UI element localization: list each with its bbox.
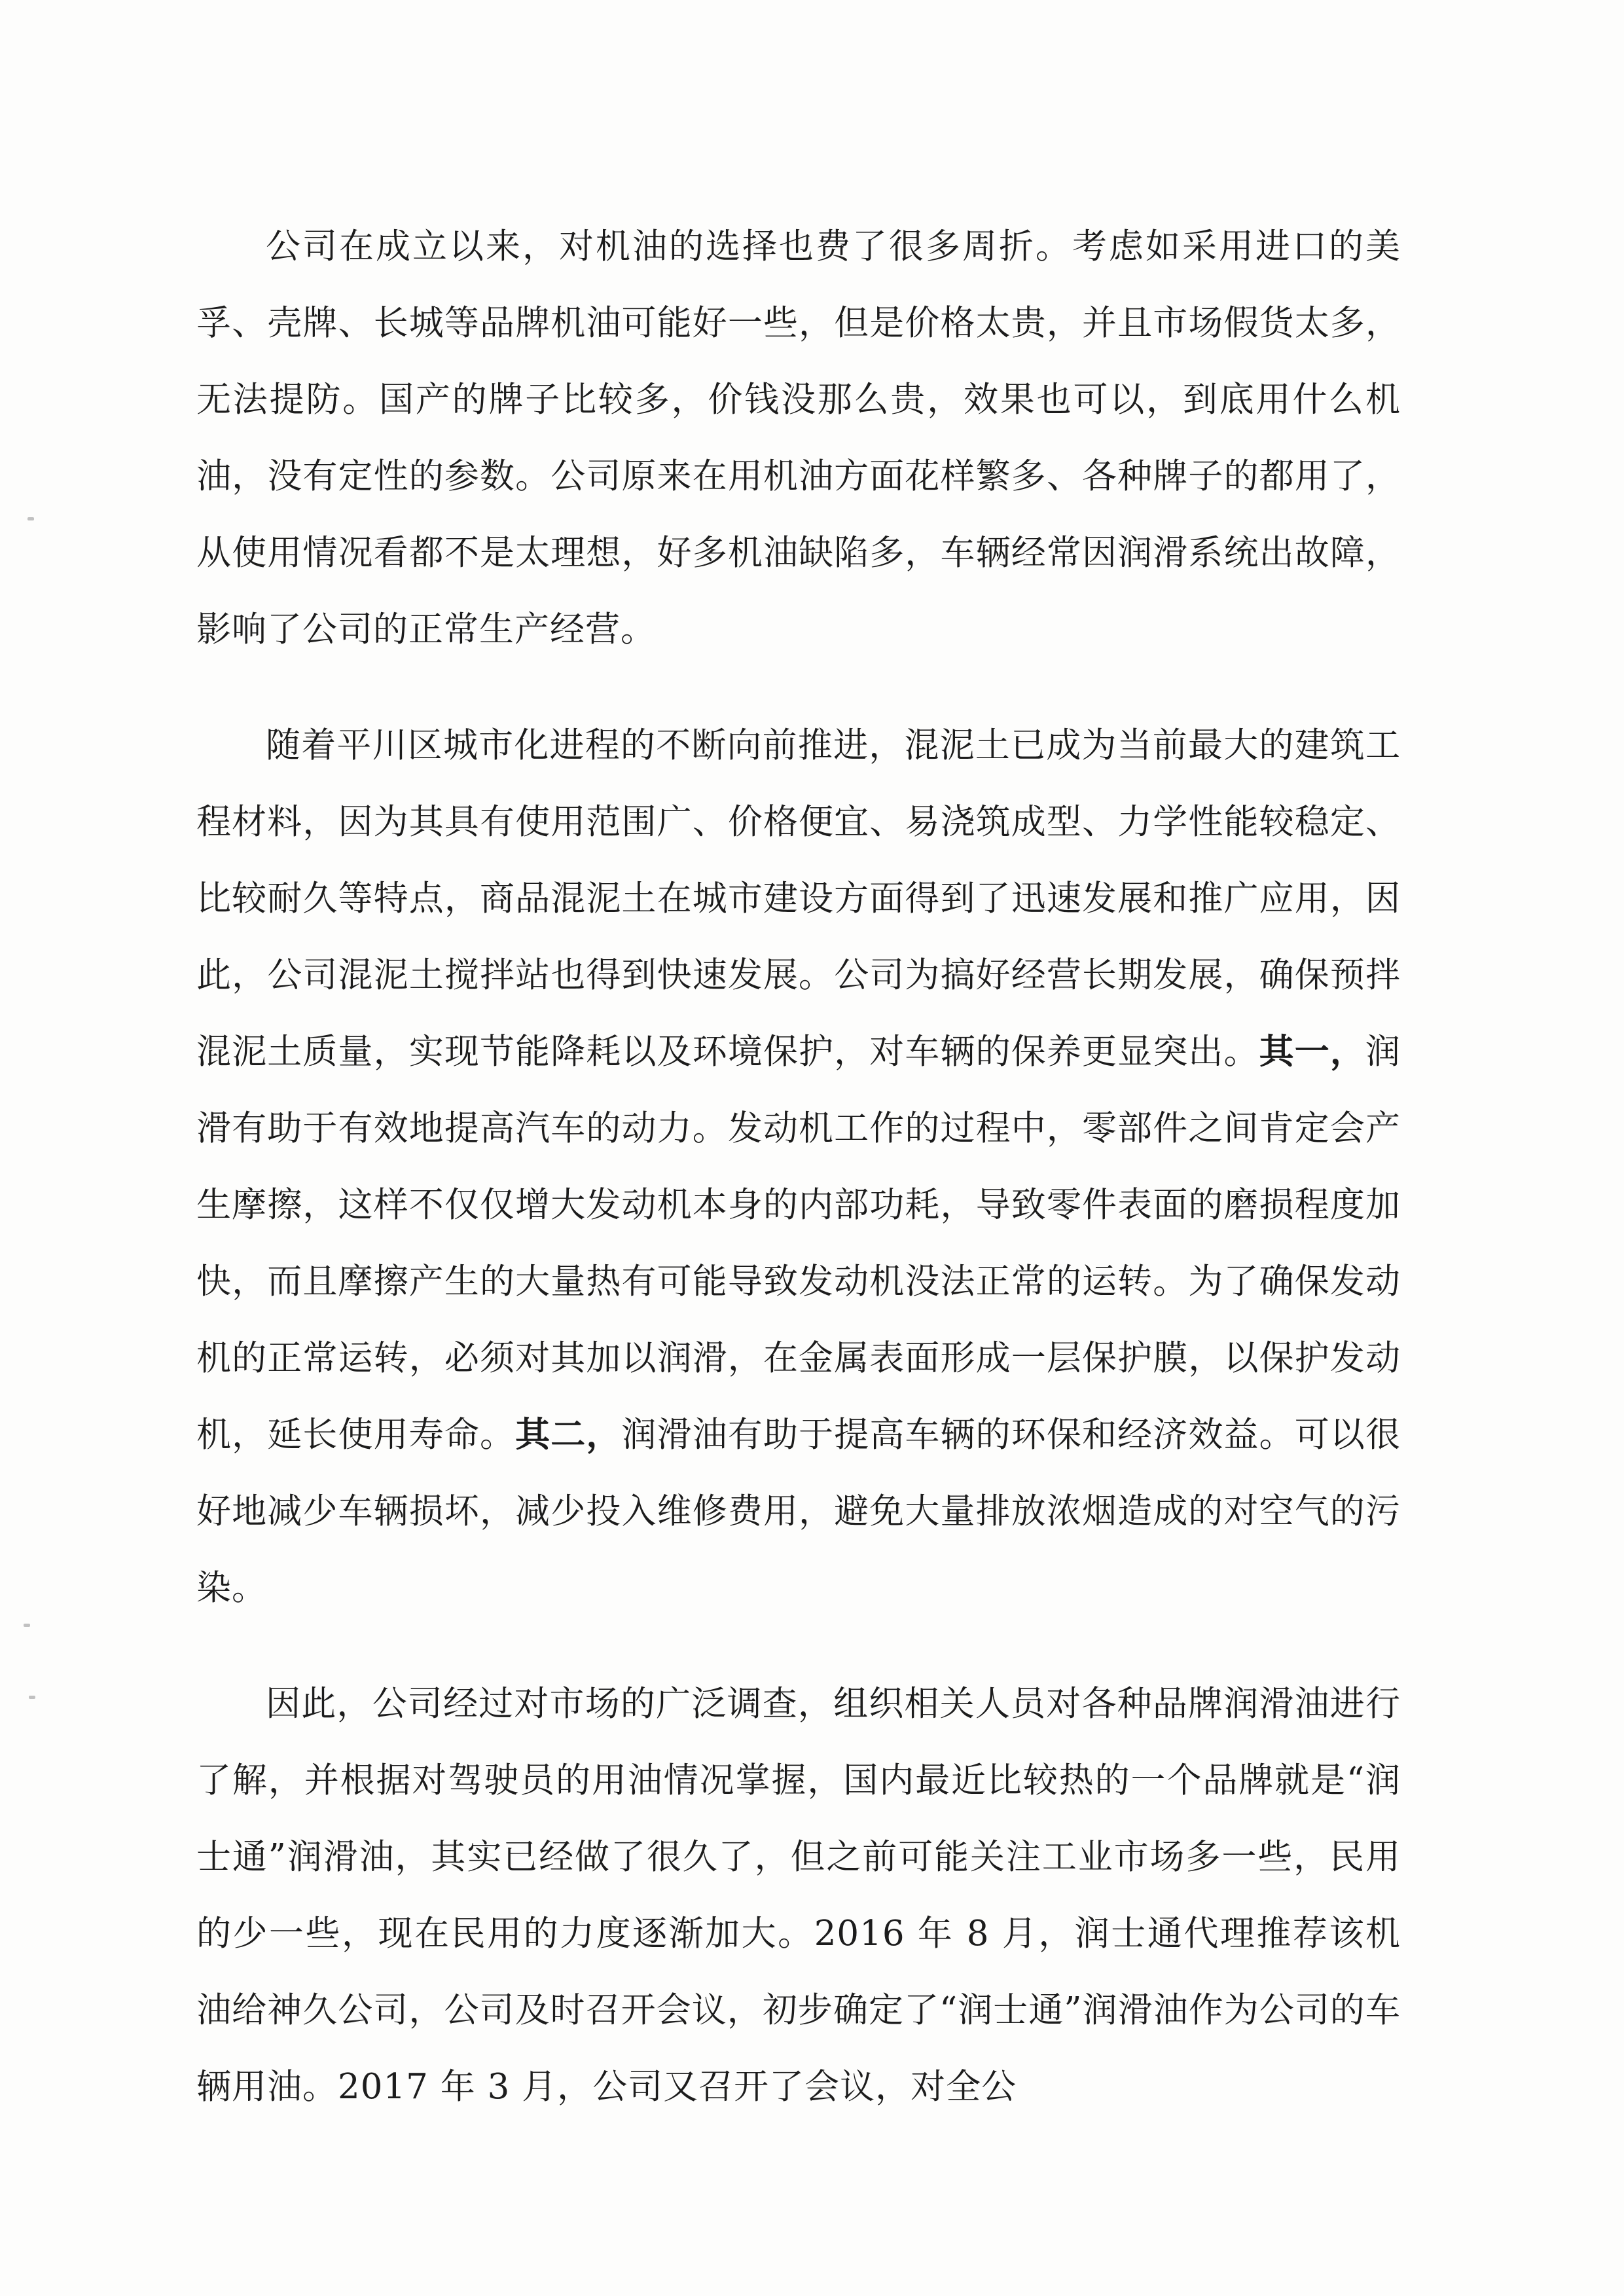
paragraph-2-text: 随着平川区城市化进程的不断向前推进，混泥土已成为当前最大的建筑工程材料，因为其具有使用范围广、价格便宜、易浇筑成型、力学性能较稳定、比较耐久等特点，商品混泥土在城市建设方面得到了迅速发展和推广应用，因此，公司混泥土搅拌站也得到快速发展。公司为搞好经营长期发展，确保预拌混泥土质量，实现节能降耗以及环境保护，对车辆的保养更显突出。 [196, 725, 1401, 1072]
paragraph-3-text: 因此，公司经过对市场的广泛调查，组织相关人员对各种品牌润滑油进行了解，并根据对驾驶员的用油情况掌握，国内最近比较热的一个品牌就是“润士通”润滑油，其实已经做了很久了，但之前可能关注工业市场多一些，民用的少一些，现在民用的力度逐渐加大。2016 年 8 月，润士通代理推荐该机油给神久公司，公司及时召开会议，初步确定了“润士通”润滑油作为公司的车辆用油。2017 年 3 月，公司又召开了会议，对全公 [196, 1684, 1401, 2107]
paragraph-1 [196, 208, 1401, 668]
scan-speck [29, 1696, 35, 1699]
paragraph-3 [196, 1666, 1401, 2125]
bold-label-first: 其一， [1259, 1031, 1366, 1072]
paragraph-2-text: 润滑油有助于提高车辆的环保和经济效益。可以很好地减少车辆损坏，减少投入维修费用，避免大量排放浓烟造成的对空气的污染。 [196, 1415, 1401, 1608]
body-text [196, 208, 1401, 2164]
paragraph-2-text: 润滑有助于有效地提高汽车的动力。发动机工作的过程中，零部件之间肯定会产生摩擦，这样不仅仅增大发动机本身的内部功耗，导致零件表面的磨损程度加快，而且摩擦产生的大量热有可能导致发动机没法正常的运转。为了确保发动机的正常运转，必须对其加以润滑，在金属表面形成一层保护膜，以保护发动机，延长使用寿命。 [196, 1032, 1401, 1455]
bold-label-second: 其二， [515, 1414, 622, 1455]
paragraph-1-text: 公司在成立以来，对机油的选择也费了很多周折。考虑如采用进口的美孚、壳牌、长城等品牌机油可能好一些，但是价格太贵，并且市场假货太多，无法提防。国产的牌子比较多，价钱没那么贵，效果也可以，到底用什么机油，没有定性的参数。公司原来在用机油方面花样繁多、各种牌子的都用了，从使用情况看都不是太理想，好多机油缺陷多，车辆经常因润滑系统出故障，影响了公司的正常生产经营。 [196, 227, 1401, 649]
paragraph-2 [196, 707, 1401, 1626]
scan-speck [24, 1624, 30, 1627]
scan-speck [27, 517, 34, 520]
